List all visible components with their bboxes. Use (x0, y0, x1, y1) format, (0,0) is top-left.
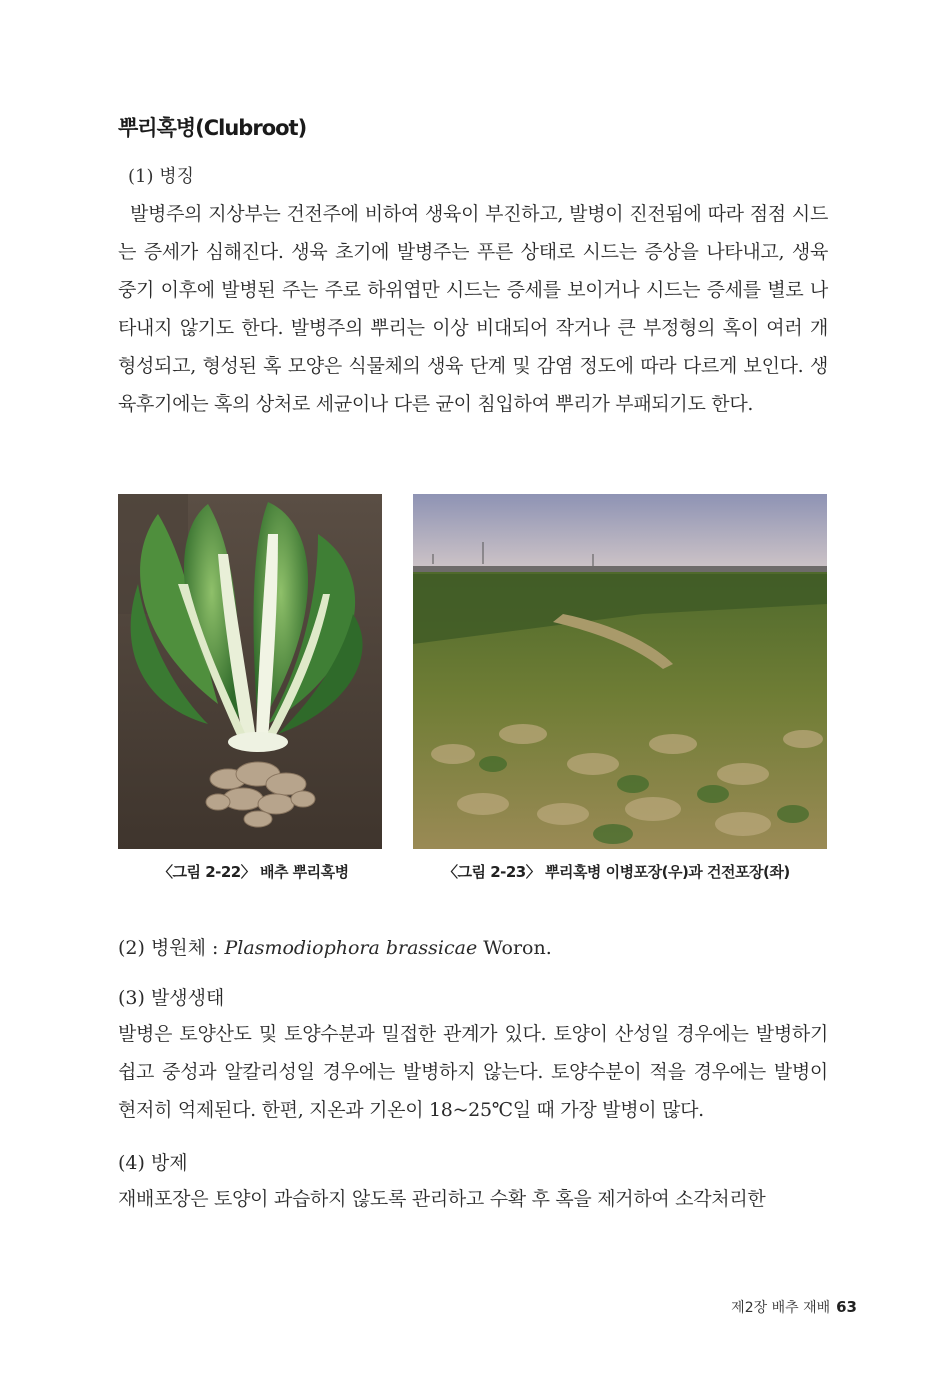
footer-chapter: 제2장 배추 재배 (731, 1300, 831, 1316)
ecology-heading: (3) 발생생태 (118, 987, 225, 1009)
section-title: 뿌리혹병(Clubroot) (118, 116, 307, 140)
pathogen-line (118, 933, 552, 960)
pathogen-scientific-name: Plasmodiophora brassicae (224, 937, 478, 959)
figure-field-photo (413, 494, 827, 849)
symptoms-paragraph: 발병주의 지상부는 건전주에 비하여 생육이 부진하고, 발병이 진전됨에 따라 점점 시드는 증세가 심해진다. 생육 초기에 발병주는 푸른 상태로 시드는 증상을 나타내고, 생육 중기 이후에 발병된 주는 주로 하위엽만 시드는 증세를 보이거나 시드는 증세를 별로 나타내지 않기도 한다. 발병주의 뿌리는 이상 비대되어 작거나 큰 부정형의 혹이 여러 개 형성되고, 형성된 혹 모양은 식물체의 생육 단계 및 감염 정도에 따라 다르게 보인다. 생육후기에는 혹의 상처로 세균이나 다른 균이 침입하여 뿌리가 부패되기도 한다. (118, 203, 828, 415)
figure-2-caption: 〈그림 2-23〉 뿌리혹병 이병포장(우)과 건전포장(좌) (443, 863, 790, 881)
page-number: 63 (836, 1298, 857, 1316)
symptoms-heading: (1) 병징 (128, 166, 194, 187)
control-heading: (4) 방제 (118, 1152, 188, 1174)
pathogen-author: Woron. (477, 937, 552, 959)
pathogen-label: (2) 병원체 : (118, 937, 225, 959)
figure-cabbage-clubroot-photo (118, 494, 382, 849)
ecology-paragraph: 발병은 토양산도 및 토양수분과 밀접한 관계가 있다. 토양이 산성일 경우에는 발병하기 쉽고 중성과 알칼리성일 경우에는 발병하지 않는다. 토양수분이 적을 경우에는 발병이 현저히 억제된다. 한편, 지온과 기온이 18~25℃일 때 가장 발병이 많다. (118, 1023, 828, 1121)
page-footer (731, 1297, 857, 1317)
control-paragraph: 재배포장은 토양이 과습하지 않도록 관리하고 수확 후 혹을 제거하여 소각처리한 (118, 1188, 766, 1210)
figure-1-caption: 〈그림 2-22〉 배추 뿌리혹병 (158, 863, 349, 881)
